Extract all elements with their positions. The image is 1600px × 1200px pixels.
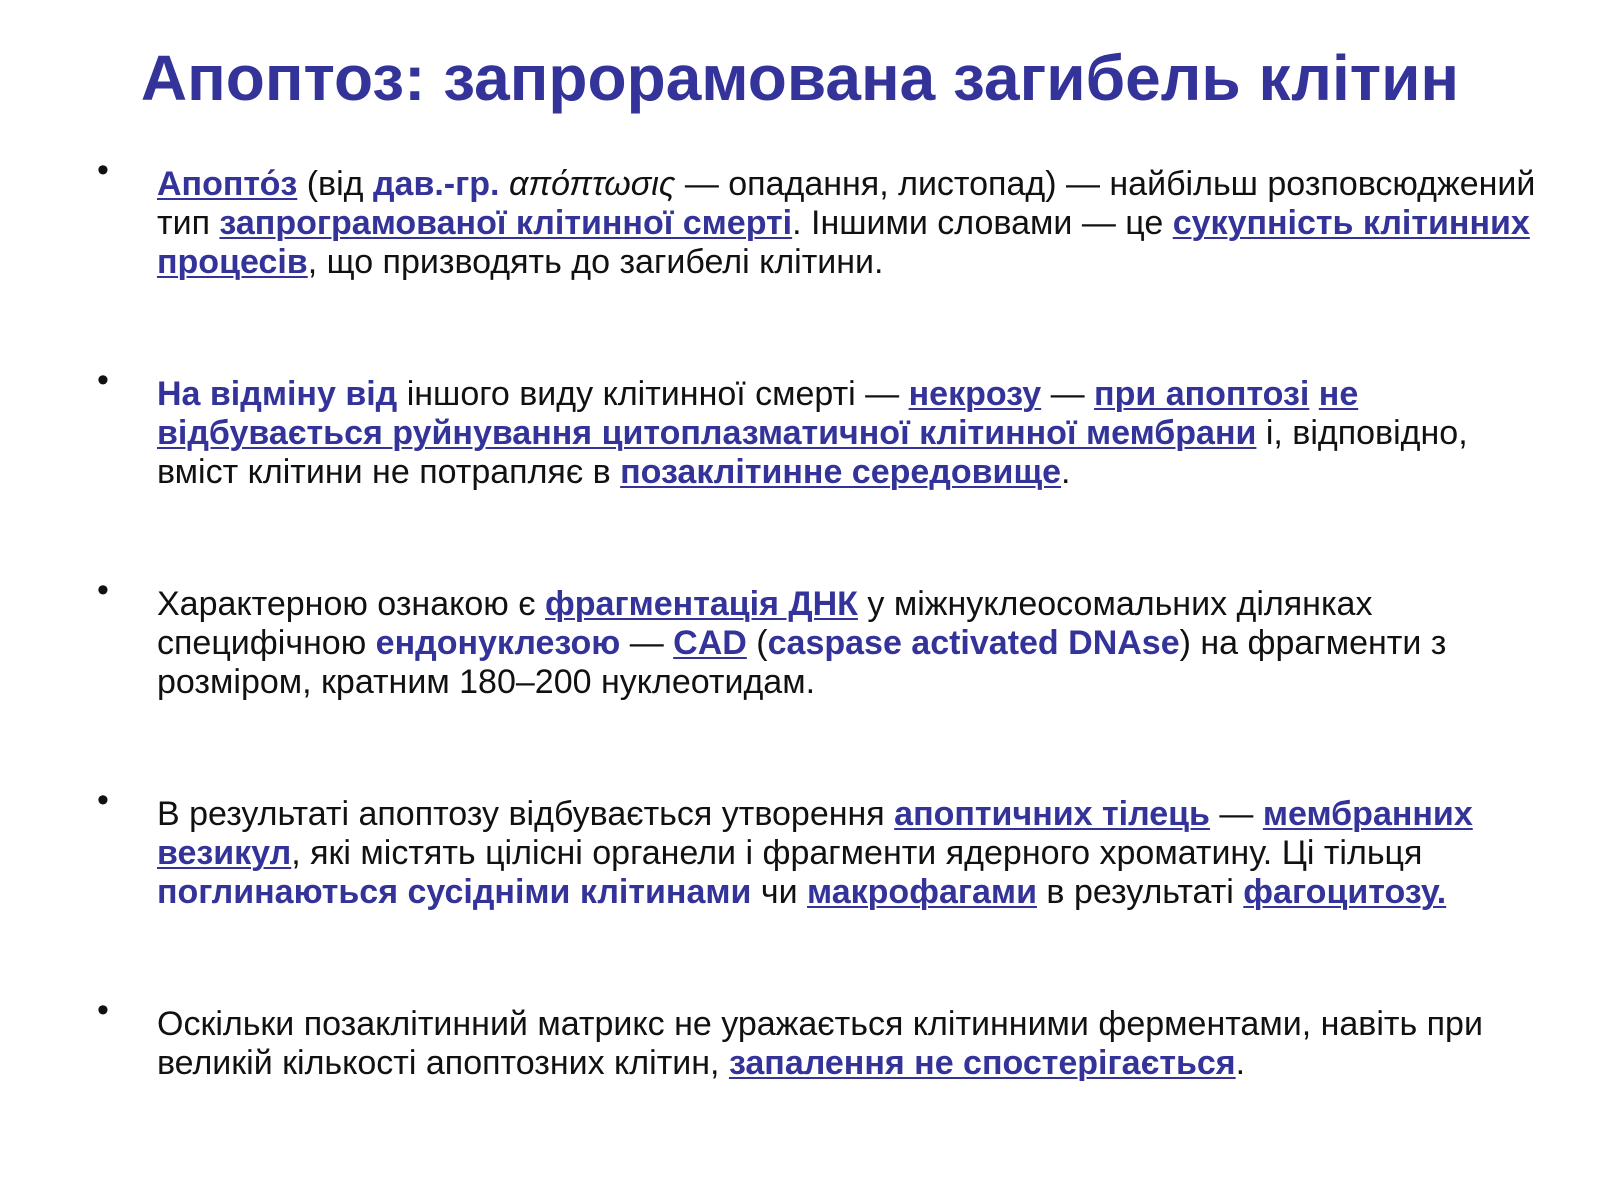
text-run: — [1209, 795, 1263, 833]
text-run: . [1061, 453, 1071, 491]
link-necrosis[interactable]: некрозу [908, 375, 1042, 413]
text-run: . [1235, 1044, 1246, 1082]
link-in-apoptosis[interactable]: при апоптозі [1094, 375, 1310, 413]
text-run: (від [297, 165, 373, 203]
link-membrane-vesicles[interactable]: мембранних везикул [157, 795, 1473, 872]
text-run: — опадання, листопад) — найбільш розповсюджений тип [157, 165, 1536, 242]
link-cad[interactable]: CAD [673, 624, 747, 662]
link-no-inflammation[interactable]: запалення не спостерігається [728, 1044, 1236, 1082]
slide-title: Апоптоз: запрорамована загибель клітин [140, 42, 1460, 114]
text-run: в результаті [1036, 873, 1244, 911]
link-apoptotic-bodies[interactable]: апоптичних тілець [894, 795, 1210, 833]
term-ancient-greek: дав.-гр. [372, 165, 500, 203]
link-cellular-processes[interactable]: сукупність клітинних процесів [157, 204, 1530, 281]
link-programmed-cell-death[interactable]: запрограмованої клітинної смерті [219, 204, 793, 242]
text-run: у міжнуклеосомальних ділянках специфічною [157, 585, 1373, 662]
text-run: іншого виду клітинної смерті — [397, 375, 909, 413]
greek-word: απόπτωσις [508, 165, 676, 203]
text-run [500, 165, 509, 203]
bullet-difference-from-necrosis [97, 361, 1552, 492]
bullet-apoptosis-definition [97, 151, 1552, 282]
link-phagocytosis[interactable]: фагоцитозу. [1243, 873, 1447, 911]
text-run: , що призводять до загибелі клітини. [307, 243, 884, 281]
link-apoptosis[interactable]: Апопто́з [157, 165, 298, 203]
bullet-marker: • [97, 571, 109, 609]
text-run [1309, 375, 1318, 413]
text-run: . Іншими словами — це [792, 204, 1173, 242]
link-membrane-not-destroyed[interactable]: не відбувається руйнування цитоплазматичної клітинної мембрани [157, 375, 1359, 452]
term-absorbed-by-neighbors: поглинаються сусідніми клітинами [157, 873, 752, 911]
term-endonuclease: ендонуклезою [375, 624, 621, 662]
text-run: В результаті апоптозу відбувається утворення [157, 795, 895, 833]
text-run: Характерною ознакою є [157, 585, 546, 623]
text-run: Оскільки позаклітинний матрикс не уражається клітинними ферментами, навіть при великій кількості апоптозних клітин, [157, 1005, 1483, 1082]
term-unlike: На відміну від [157, 375, 398, 413]
bullet-marker: • [97, 781, 109, 819]
bullet-marker: • [97, 151, 109, 189]
link-extracellular-environment[interactable]: позаклітинне середовище [620, 453, 1062, 491]
bullet-apoptotic-bodies [97, 781, 1552, 912]
text-run: ( [746, 624, 768, 662]
text-run: , які містять цілісні органели і фрагменти ядерного хроматину. Ці тільця [291, 834, 1423, 872]
link-dna-fragmentation[interactable]: фрагментація ДНК [545, 585, 858, 623]
bullet-marker: • [97, 361, 109, 399]
bullet-marker: • [97, 991, 109, 1029]
text-run: ) на фрагменти з розміром, кратним 180–200 нуклеотидам. [157, 624, 1447, 701]
link-macrophages[interactable]: макрофагами [807, 873, 1037, 911]
bullet-dna-fragmentation [97, 571, 1552, 702]
text-run: — [1041, 375, 1095, 413]
term-caspase-activated-dnase: caspase activated DNAse [767, 624, 1180, 662]
bullet-no-inflammation [97, 991, 1552, 1083]
text-run: і, відповідно, вміст клітини не потрапляє в [157, 414, 1468, 491]
text-run: чи [751, 873, 808, 911]
text-run: — [620, 624, 674, 662]
